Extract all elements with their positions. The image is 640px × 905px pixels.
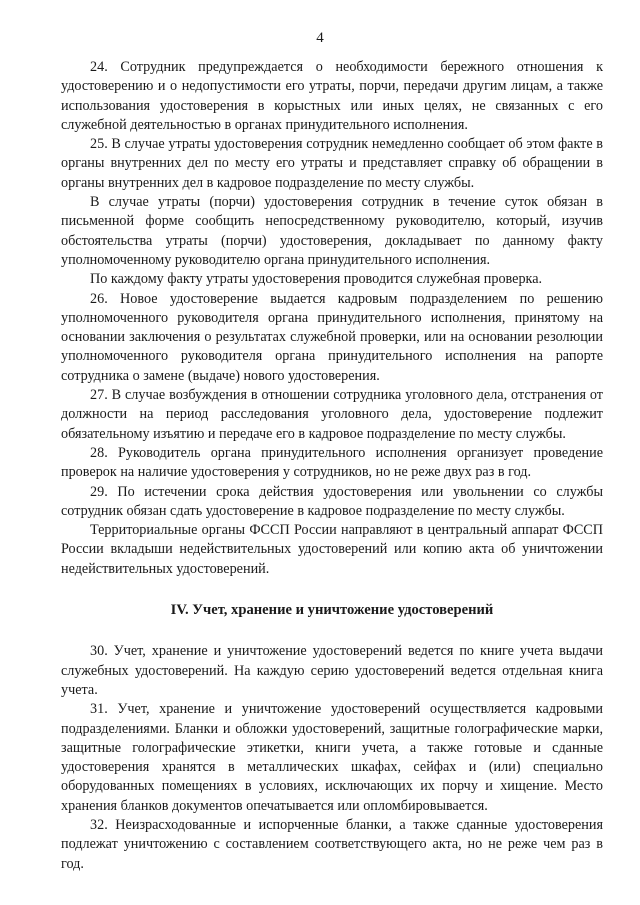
paragraph-29: 29. По истечении срока действия удостоверения или увольнении со службы сотрудник обязан сдать удостоверение в кадровое подразделение по месту службы.: [61, 483, 603, 519]
paragraph-25-loss: В случае утраты (порчи) удостоверения сотрудник в течение суток обязан в письменной форме сообщить непосредственному руководителю, который, изучив обстоятельства утраты (порчи) удостоверения, докладывает по данному факту уполномоченному руководителю органа принудительного исполнения.: [61, 194, 603, 268]
paragraph-24: 24. Сотрудник предупреждается о необходимости бережного отношения к удостоверению и о недопустимости его утраты, порчи, передачи другим лицам, а также использования удостоверения в корыстных или иных целях, не связанных с его служебной деятельностью в органах принудительного исполнения.: [61, 59, 603, 133]
paragraph-26: 26. Новое удостоверение выдается кадровым подразделением по решению уполномоченного руководителя органа принудительного исполнения, принятому на основании заключения о результатах служебной проверки, или на основании резолюции уполномоченного руководителя органа принудительного исполнения на рапорте сотрудника о замене (выдаче) нового удостоверения.: [61, 290, 603, 384]
paragraph-25-inspection: По каждому факту утраты удостоверения проводится служебная проверка.: [90, 271, 543, 288]
document-body: [61, 58, 603, 874]
section-heading: IV. Учет, хранение и уничтожение удостоверений: [170, 602, 494, 619]
paragraph-27: 27. В случае возбуждения в отношении сотрудника уголовного дела, отстранения от должности на период расследования уголовного дела, удостоверение подлежит обязательному изъятию и передаче его в кадровое подразделение по месту службы.: [61, 387, 603, 442]
paragraph-32: 32. Неизрасходованные и испорченные бланки, а также сданные удостоверения подлежат уничтожению с составлением соответствующего акта, но не реже чем раз в год.: [61, 816, 603, 872]
paragraph-31: 31. Учет, хранение и уничтожение удостоверений осуществляется кадровыми подразделениями. Бланки и обложки удостоверений, защитные голографические марки, защитные голографические этикетки, книги учета, а также готовые и сданные удостоверения хранятся в металлических шкафах, сейфах и (или) специально оборудованных помещениях в условиях, исключающих их порчу и хищение. Место хранения бланков документов опечатывается или опломбировывается.: [61, 701, 603, 814]
paragraph-territorial-bodies: Территориальные органы ФССП России направляют в центральный аппарат ФССП России вкладыши недействительных удостоверений или копию акта об уничтожении недействительных удостоверений.: [61, 522, 603, 577]
paragraph-25: 25. В случае утраты удостоверения сотрудник немедленно сообщает об этом факте в органы внутренних дел по месту его утраты и представляет справку об обращении в органы внутренних дел в кадровое подразделение по месту службы.: [61, 136, 603, 191]
paragraph-30: 30. Учет, хранение и уничтожение удостоверений ведется по книге учета выдачи служебных удостоверений. На каждую серию удостоверений ведется отдельная книга учета.: [61, 643, 603, 698]
paragraph-28: 28. Руководитель органа принудительного исполнения организует проведение проверок на наличие удостоверения у сотрудников, но не реже двух раз в год.: [61, 444, 603, 481]
page-number: 4: [316, 30, 324, 46]
